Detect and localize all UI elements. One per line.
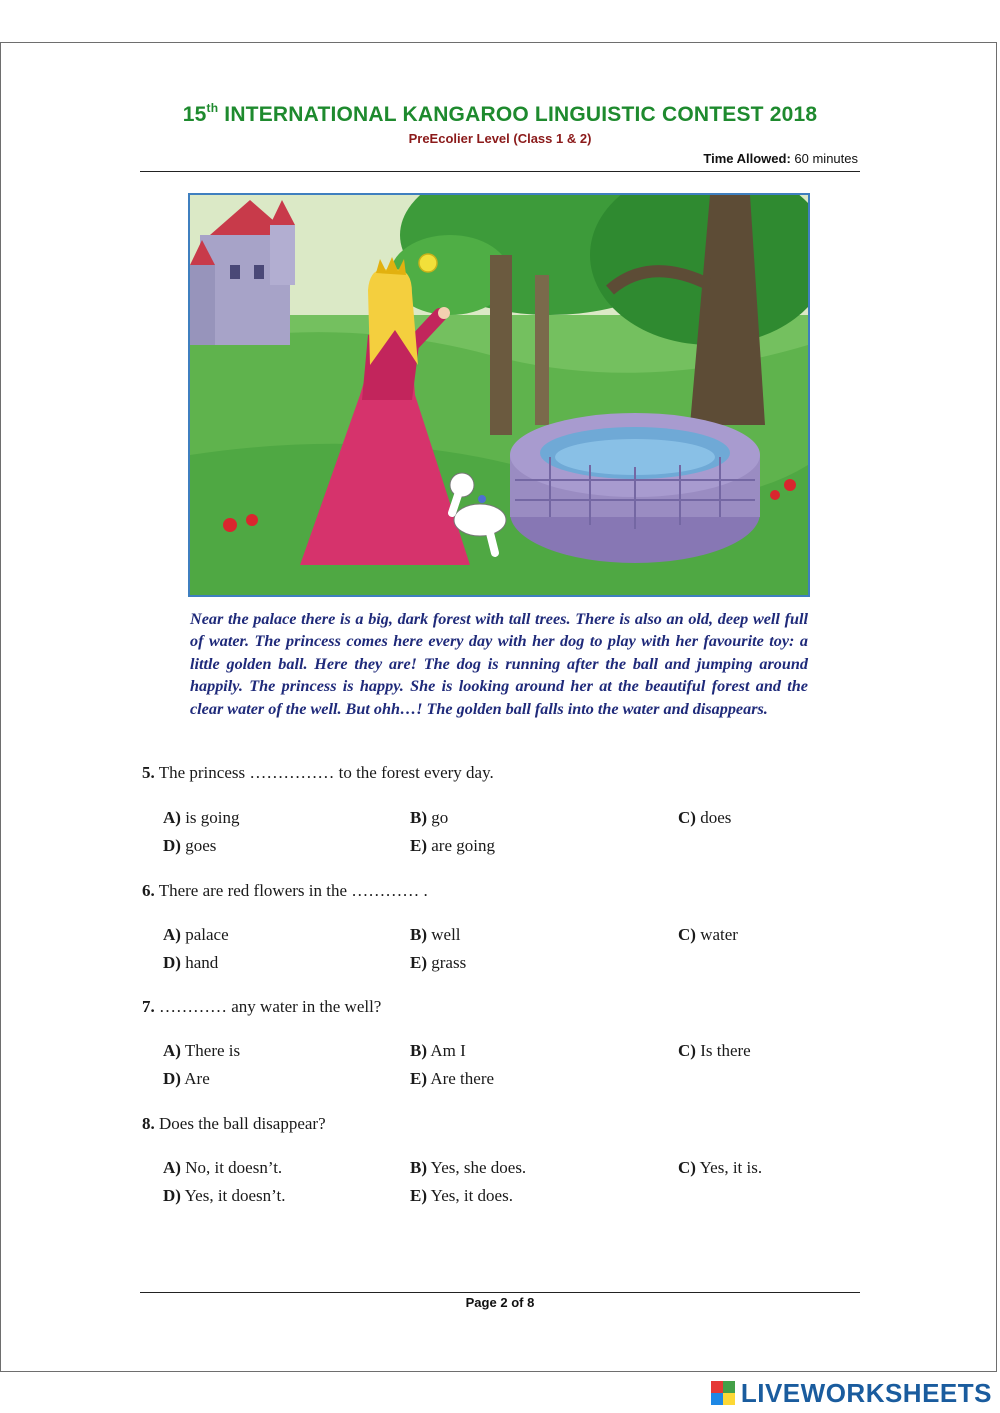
option-text: grass [431, 953, 467, 972]
title-ordinal: th [206, 101, 219, 115]
question-5 [142, 763, 494, 783]
contest-title [140, 100, 860, 130]
q7-option-c[interactable] [678, 1041, 751, 1061]
question-number: 8. [142, 1114, 155, 1133]
question-text: ………… any water in the well? [159, 997, 382, 1016]
page-number [140, 1295, 860, 1310]
question-text: The princess …………… to the forest every day. [158, 763, 494, 782]
question-text: Does the ball disappear? [159, 1114, 326, 1133]
option-letter: A) [163, 1158, 181, 1177]
page-total: 8 [527, 1295, 535, 1310]
option-text: does [700, 808, 732, 827]
option-text: are going [431, 836, 495, 855]
time-allowed-label: Time Allowed: [703, 151, 791, 166]
princess-well-picture [190, 195, 808, 595]
q5-option-d[interactable] [163, 836, 216, 856]
q6-option-d[interactable] [163, 953, 218, 973]
option-letter: D) [163, 1069, 181, 1088]
contest-header [140, 100, 860, 148]
option-letter: E) [410, 1186, 427, 1205]
option-text: No, it doesn’t. [185, 1158, 283, 1177]
q7-option-e[interactable] [410, 1069, 494, 1089]
option-letter: E) [410, 836, 427, 855]
option-text: Are there [430, 1069, 495, 1088]
option-text: go [431, 808, 449, 827]
option-letter: B) [410, 808, 427, 827]
q5-option-e[interactable] [410, 836, 495, 856]
time-allowed [703, 151, 858, 166]
question-number: 7. [142, 997, 155, 1016]
page-prefix: Page [465, 1295, 497, 1310]
page-current: 2 [500, 1295, 508, 1310]
option-text: Yes, it is. [699, 1158, 763, 1177]
title-number: 15 [182, 103, 207, 126]
story-illustration [188, 193, 810, 597]
option-text: water [700, 925, 738, 944]
question-6 [142, 881, 428, 901]
option-text: Yes, she does. [430, 1158, 527, 1177]
question-7 [142, 997, 381, 1017]
option-text: palace [185, 925, 229, 944]
logo-square-yellow [723, 1393, 735, 1405]
option-text: is going [185, 808, 240, 827]
option-letter: E) [410, 953, 427, 972]
q8-option-d[interactable] [163, 1186, 286, 1206]
liveworksheets-brand[interactable] [711, 1378, 992, 1408]
q6-option-a[interactable] [163, 925, 229, 945]
option-text: hand [185, 953, 219, 972]
logo-square-blue [711, 1393, 723, 1405]
option-text: Are [184, 1069, 210, 1088]
logo-square-green [723, 1381, 735, 1393]
q8-option-a[interactable] [163, 1158, 282, 1178]
q8-option-c[interactable] [678, 1158, 762, 1178]
q7-option-b[interactable] [410, 1041, 466, 1061]
q6-option-e[interactable] [410, 953, 466, 973]
option-text: Is there [700, 1041, 751, 1060]
liveworksheets-wordmark: LIVEWORKSHEETS [740, 1377, 992, 1408]
option-letter: D) [163, 953, 181, 972]
option-letter: B) [410, 925, 427, 944]
question-8 [142, 1114, 326, 1134]
option-text: Am I [430, 1041, 466, 1060]
option-text: well [431, 925, 461, 944]
footer-divider [140, 1292, 860, 1293]
question-text: There are red flowers in the ………… . [158, 881, 428, 900]
logo-square-red [711, 1381, 723, 1393]
option-letter: D) [163, 836, 181, 855]
q5-option-b[interactable] [410, 808, 448, 828]
q5-option-c[interactable] [678, 808, 731, 828]
q6-option-b[interactable] [410, 925, 461, 945]
story-passage: Near the palace there is a big, dark forest with tall trees. There is also an old, deep well full of water. The princess comes here every day with her dog to play with her favourite toy: a little golden ball. Here they are! The dog is running after the ball and jumping around happily. The princess is happy. She is looking around her at the beautiful forest and the clear water of the well. But ohh…! The golden ball falls into the water and disappears. [190, 610, 808, 718]
option-letter: A) [163, 925, 181, 944]
option-letter: D) [163, 1186, 181, 1205]
question-number: 5. [142, 763, 155, 782]
option-text: There is [184, 1041, 241, 1060]
option-text: goes [185, 836, 217, 855]
title-text: INTERNATIONAL KANGAROO LINGUISTIC CONTEST 2018 [224, 103, 818, 126]
q7-option-d[interactable] [163, 1069, 210, 1089]
option-text: Yes, it doesn’t. [184, 1186, 286, 1205]
option-letter: A) [163, 1041, 181, 1060]
option-letter: A) [163, 808, 181, 827]
q6-option-c[interactable] [678, 925, 738, 945]
option-text: Yes, it does. [430, 1186, 513, 1205]
time-allowed-value: 60 minutes [794, 151, 858, 166]
option-letter: B) [410, 1041, 427, 1060]
q5-option-a[interactable] [163, 808, 240, 828]
q8-option-b[interactable] [410, 1158, 526, 1178]
page-separator: of [511, 1295, 524, 1310]
question-number: 6. [142, 881, 155, 900]
liveworksheets-logo-icon [711, 1381, 735, 1405]
option-letter: C) [678, 808, 696, 827]
option-letter: B) [410, 1158, 427, 1177]
option-letter: C) [678, 1041, 696, 1060]
contest-level: PreEcolier Level (Class 1 & 2) [408, 131, 592, 146]
option-letter: C) [678, 1158, 696, 1177]
option-letter: C) [678, 925, 696, 944]
option-letter: E) [410, 1069, 427, 1088]
q7-option-a[interactable] [163, 1041, 240, 1061]
q8-option-e[interactable] [410, 1186, 513, 1206]
header-divider [140, 171, 860, 172]
